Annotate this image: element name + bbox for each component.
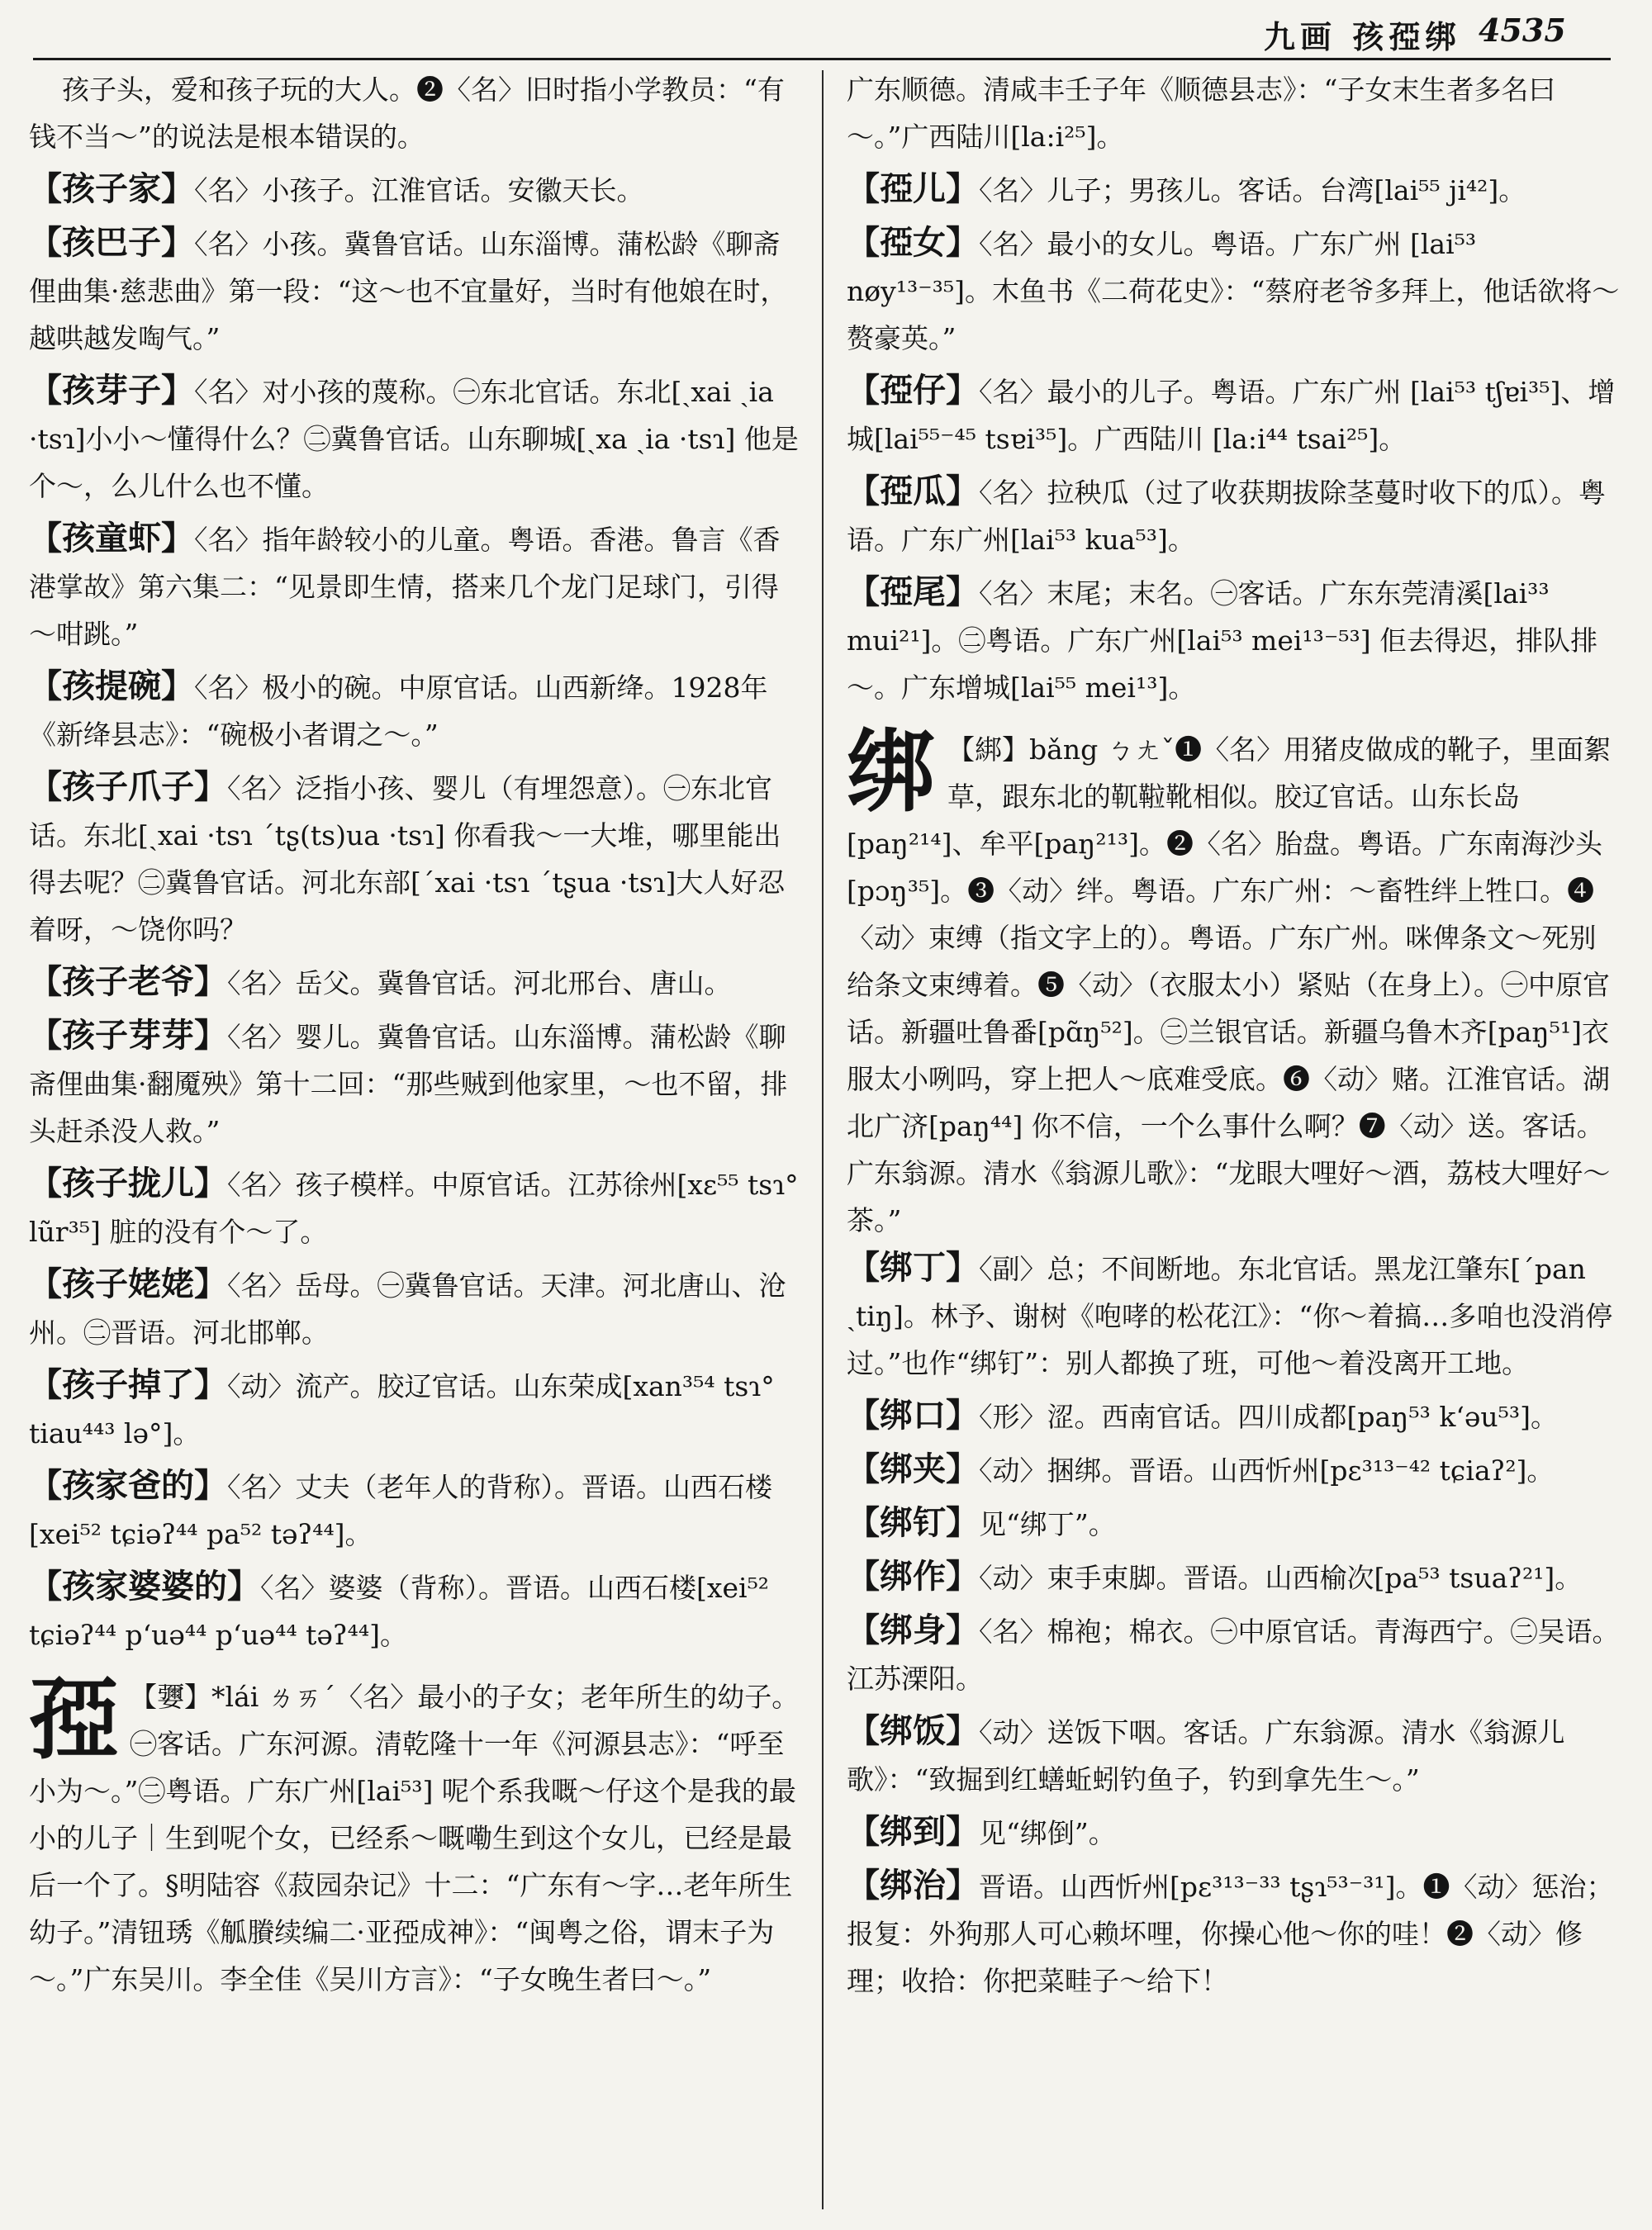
- page-number: 4535: [1479, 12, 1566, 49]
- entry-headword: 【孩家爸的】: [29, 1466, 227, 1505]
- entry-text: 〈名〉棉袍；棉衣。㊀中原官话。青海西宁。㊁吴语。江苏溧阳。: [847, 1616, 1620, 1695]
- dictionary-entry: [29, 219, 805, 362]
- entry-text: 〈名〉指年龄较小的儿童。粤语。香港。鲁言《香港掌故》第六集二：“见景即生情，搭来几个龙门足球门，引得～咁跳。”: [29, 524, 781, 650]
- dictionary-entry: [29, 958, 805, 1007]
- entry-text: 见“绑丁”。: [979, 1508, 1116, 1540]
- head-character-entry: [847, 720, 1623, 1244]
- entry-headword: 【孩童虾】: [29, 519, 194, 558]
- dictionary-entry: [847, 1499, 1623, 1548]
- entry-text: 〈名〉最小的儿子。粤语。广东广州 [lai⁵³ tʃɐi³⁵]、增城[lai⁵⁵⁻⁴⁵ tsɐi³⁵]。广西陆川 [la:i⁴⁴ tsai²⁵]。: [847, 376, 1616, 455]
- entry-headword: 【孩子芽芽】: [29, 1016, 227, 1055]
- entry-headword: 【绑钉】: [847, 1503, 979, 1542]
- entry-text: 晋语。山西忻州[pɛ³¹³⁻³³ tʂɿ⁵³⁻³¹]。❶〈动〉惩治；报复：外狗那人可心赖坏哩，你操心他～你的哇！❷〈动〉修理；收拾：你把菜畦子～给下！: [847, 1871, 1614, 1997]
- entry-headword: 【孩巴子】: [29, 223, 194, 262]
- entry-headword: 【孩提碗】: [29, 667, 194, 705]
- dictionary-entry: [847, 1707, 1623, 1803]
- dictionary-entry: [29, 1160, 805, 1255]
- entry-headword: 【孩子拢儿】: [29, 1164, 227, 1203]
- entry-headword: 【绑口】: [847, 1396, 979, 1435]
- entry-text: 〈名〉小孩子。江淮官话。安徽天长。: [194, 174, 644, 206]
- entry-text: 〈动〉捆绑。晋语。山西忻州[pɛ³¹³⁻⁴² tɕiaʔ²]。: [979, 1454, 1555, 1487]
- entry-text: 广东顺德。清咸丰壬子年《顺德县志》：“子女末生者多名曰～。”广西陆川[la:i²⁵]。: [847, 74, 1556, 153]
- entry-headword: 【绑治】: [847, 1866, 979, 1905]
- entry-text: 〈名〉婴儿。冀鲁官话。山东淄博。蒲松龄《聊斋俚曲集·翻魇殃》第十二回：“那些贼到他家里，～也不留，排头赶杀没人救。”: [29, 1021, 788, 1147]
- entry-headword: 【绑身】: [847, 1611, 979, 1649]
- entry-text: 〈名〉岳父。冀鲁官话。河北邢台、唐山。: [227, 967, 732, 999]
- dictionary-entry: [847, 1392, 1623, 1440]
- header-rule: [33, 58, 1611, 60]
- dictionary-entry: [29, 662, 805, 758]
- entry-text: 〈动〉束手束脚。晋语。山西榆次[pa⁵³ tsuaʔ²¹]。: [979, 1562, 1583, 1594]
- dictionary-entry: [847, 1244, 1623, 1387]
- entry-text: 〈动〉流产。胶辽官话。山东荣成[xan³⁵⁴ tsɿ° tiau⁴⁴³ lə°]。: [29, 1370, 775, 1450]
- dictionary-entry: [847, 467, 1623, 563]
- dictionary-entry: [29, 763, 805, 953]
- entry-text: 〈名〉婆婆（背称）。晋语。山西石楼[xei⁵² tɕiəʔ⁴⁴ pʻuə⁴⁴ pʻuə⁴⁴ təʔ⁴⁴]。: [29, 1572, 770, 1651]
- entry-text: 【綁】bǎng ㄅㄤˇ❶〈名〉用猪皮做成的靴子，里面絮草，跟东北的靰鞡靴相似。胶辽官话。山东长岛[paŋ²¹⁴]、牟平[paŋ²¹³]。❷〈名〉胎盘。粤语。广东南海沙头[pɔŋ³⁵]。❸〈动〉绊。粤语。广东广州：～畜牲绊上牲口。❹〈动〉束缚（指文字上的）。粤语。广东广州。咪俾条文～死别给条文束缚着。❺〈动〉（衣服太小）紧贴（在身上）。㊀中原官话。新疆吐鲁番[pɑ̃ŋ⁵²]。㊁兰银官话。新疆乌鲁木齐[paŋ⁵¹]衣服太小咧吗，穿上把人～底难受底。❻〈动〉赌。江淮官话。湖北广济[paŋ⁴⁴] 你不信，一个么事什么啊？❼〈动〉送。客话。广东翁源。清水《翁源儿歌》：“龙眼大哩好～酒，荔枝大哩好～茶。”: [847, 733, 1612, 1236]
- entry-text: 〈名〉极小的碗。中原官话。山西新绛。1928年《新绛县志》：“碗极小者谓之～。”: [29, 671, 768, 751]
- entry-headword: 【孲尾】: [847, 572, 979, 611]
- entry-headword: 【绑夹】: [847, 1450, 979, 1488]
- head-character: 孲: [29, 1668, 119, 1772]
- left-column: [29, 66, 805, 2213]
- dictionary-entry: [847, 219, 1623, 362]
- entry-headword: 【绑到】: [847, 1812, 979, 1851]
- dictionary-entry: [847, 1553, 1623, 1601]
- entry-text: 〈名〉末尾；末名。㊀客话。广东东莞清溪[lai³³ mui²¹]。㊁粤语。广东广州[lai⁵³ mei¹³⁻⁵³] 佢去得迟，排队排～。广东增城[lai⁵⁵ mei¹³]。: [847, 577, 1598, 704]
- dictionary-entry: [847, 1445, 1623, 1494]
- dictionary-entry: [847, 367, 1623, 463]
- dictionary-entry: [29, 1260, 805, 1356]
- entry-text: 孩子头，爱和孩子玩的大人。❷〈名〉旧时指小学教员：“有钱不当～”的说法是根本错误的。: [29, 74, 785, 153]
- entry-headword: 【绑作】: [847, 1557, 979, 1596]
- dictionary-entry: [847, 1606, 1623, 1702]
- entry-headword: 【孩子爪子】: [29, 767, 227, 806]
- running-head: 九画 孩孲绑: [1264, 18, 1462, 55]
- entry-text: 〈名〉丈夫（老年人的背称）。晋语。山西石楼[xei⁵² tɕiəʔ⁴⁴ pa⁵² təʔ⁴⁴]。: [29, 1471, 772, 1550]
- entry-headword: 【孩子老爷】: [29, 962, 227, 1001]
- dictionary-entry: [847, 165, 1623, 214]
- entry-text: 〈动〉送饭下咽。客话。广东翁源。清水《翁源儿歌》：“致掘到红蟮蚯蚓钓鱼子，钓到拿先生～。”: [847, 1716, 1565, 1796]
- dictionary-entry: [847, 1808, 1623, 1857]
- head-character-entry: [29, 1668, 805, 2003]
- entry-text: 〈名〉小孩。冀鲁官话。山东淄博。蒲松龄《聊斋俚曲集·慈悲曲》第一段：“这～也不宜量好，当时有他娘在时，越哄越发啕气。”: [29, 228, 788, 354]
- entry-text: 〈形〉涩。西南官话。四川成都[paŋ⁵³ kʻəu⁵³]。: [979, 1401, 1558, 1433]
- entry-text: 见“绑倒”。: [979, 1817, 1116, 1849]
- dictionary-entry: [847, 66, 1623, 160]
- dictionary-entry: [29, 66, 805, 160]
- dictionary-entry: [29, 1012, 805, 1155]
- entry-text: 〈名〉岳母。㊀冀鲁官话。天津。河北唐山、沧州。㊁晋语。河北邯郸。: [29, 1269, 786, 1349]
- head-character: 绑: [847, 720, 937, 824]
- entry-text: 〈名〉泛指小孩、婴儿（有埋怨意）。㊀东北官话。东北[ˏxai ·tsɿ ˊtʂ(ts)ua ·tsɿ] 你看我～一大堆，哪里能出得去呢？㊁冀鲁官话。河北东部[ˊxai ·tsɿ ˊtʂua ·tsɿ]大人好忍着呀，～饶你吗？: [29, 772, 786, 946]
- dictionary-entry: [29, 1563, 805, 1658]
- dictionary-entry: [847, 1862, 1623, 2005]
- entry-text: 〈名〉孩子模样。中原官话。江苏徐州[xɛ⁵⁵ tsɿ° lũr³⁵] 脏的没有个～了。: [29, 1169, 799, 1248]
- dictionary-entry: [29, 1361, 805, 1457]
- dictionary-entry: [29, 367, 805, 510]
- dictionary-entry: [29, 165, 805, 214]
- entry-text: 〈名〉拉秧瓜（过了收获期拔除茎蔓时收下的瓜）。粤语。广东广州[lai⁵³ kua⁵³]。: [847, 477, 1606, 556]
- entry-headword: 【孲女】: [847, 223, 979, 262]
- dictionary-entry: [29, 515, 805, 657]
- entry-text: 〈名〉对小孩的蔑称。㊀东北官话。东北[ˏxai ˏia ·tsɿ]小小～懂得什么？㊁冀鲁官话。山东聊城[ˏxa ˏia ·tsɿ] 他是个～，么儿什么也不懂。: [29, 376, 799, 502]
- entry-headword: 【绑饭】: [847, 1711, 979, 1750]
- entry-text: 〈副〉总；不间断地。东北官话。黑龙江肇东[ˊpan ˏtiŋ]。林予、谢树《咆哮的松花江》：“你～着搞…多咱也没消停过。”也作“绑钉”：别人都换了班，可他～着没离开工地。: [847, 1253, 1613, 1379]
- entry-text: 【㜷】*lái ㄌㄞˊ〈名〉最小的子女；老年所生的幼子。㊀客话。广东河源。清乾隆十一年《河源县志》：“呼至小为～。”㊁粤语。广东广州[lai⁵³] 呢个系我嘅～仔这个是我的最小的儿子｜生到呢个女，已经系～嘅嘞生到这个女儿，已经是最后一个了。§明陆容《菽园杂记》十二：“广东有～字…老年所生幼子。”清钮琇《觚賸续编二·亚孲成神》：“闽粤之俗，谓末子为～。”广东吴川。李全佳《吴川方言》：“子女晚生者曰～。”: [29, 1681, 800, 1995]
- entry-headword: 【孲仔】: [847, 371, 979, 410]
- entry-headword: 【孩芽子】: [29, 371, 194, 410]
- entry-headword: 【孩家婆婆的】: [29, 1567, 260, 1606]
- entry-headword: 【孲瓜】: [847, 472, 979, 510]
- entry-text: 〈名〉儿子；男孩儿。客话。台湾[lai⁵⁵ ji⁴²]。: [979, 174, 1526, 206]
- page-header: [0, 0, 1652, 58]
- right-column: [847, 66, 1623, 2213]
- entry-headword: 【孩子掉了】: [29, 1365, 227, 1404]
- entry-text: 〈名〉最小的女儿。粤语。广东广州 [lai⁵³ nøy¹³⁻³⁵]。木鱼书《二荷花史》：“蔡府老爷多拜上，他话欲将～赘豪英。”: [847, 228, 1620, 354]
- entry-headword: 【绑丁】: [847, 1248, 979, 1287]
- entry-headword: 【孩子家】: [29, 169, 194, 208]
- dictionary-entry: [29, 1462, 805, 1558]
- dictionary-entry: [847, 568, 1623, 711]
- column-divider: [822, 70, 824, 2209]
- entry-headword: 【孩子姥姥】: [29, 1264, 227, 1303]
- entry-headword: 【孲儿】: [847, 169, 979, 208]
